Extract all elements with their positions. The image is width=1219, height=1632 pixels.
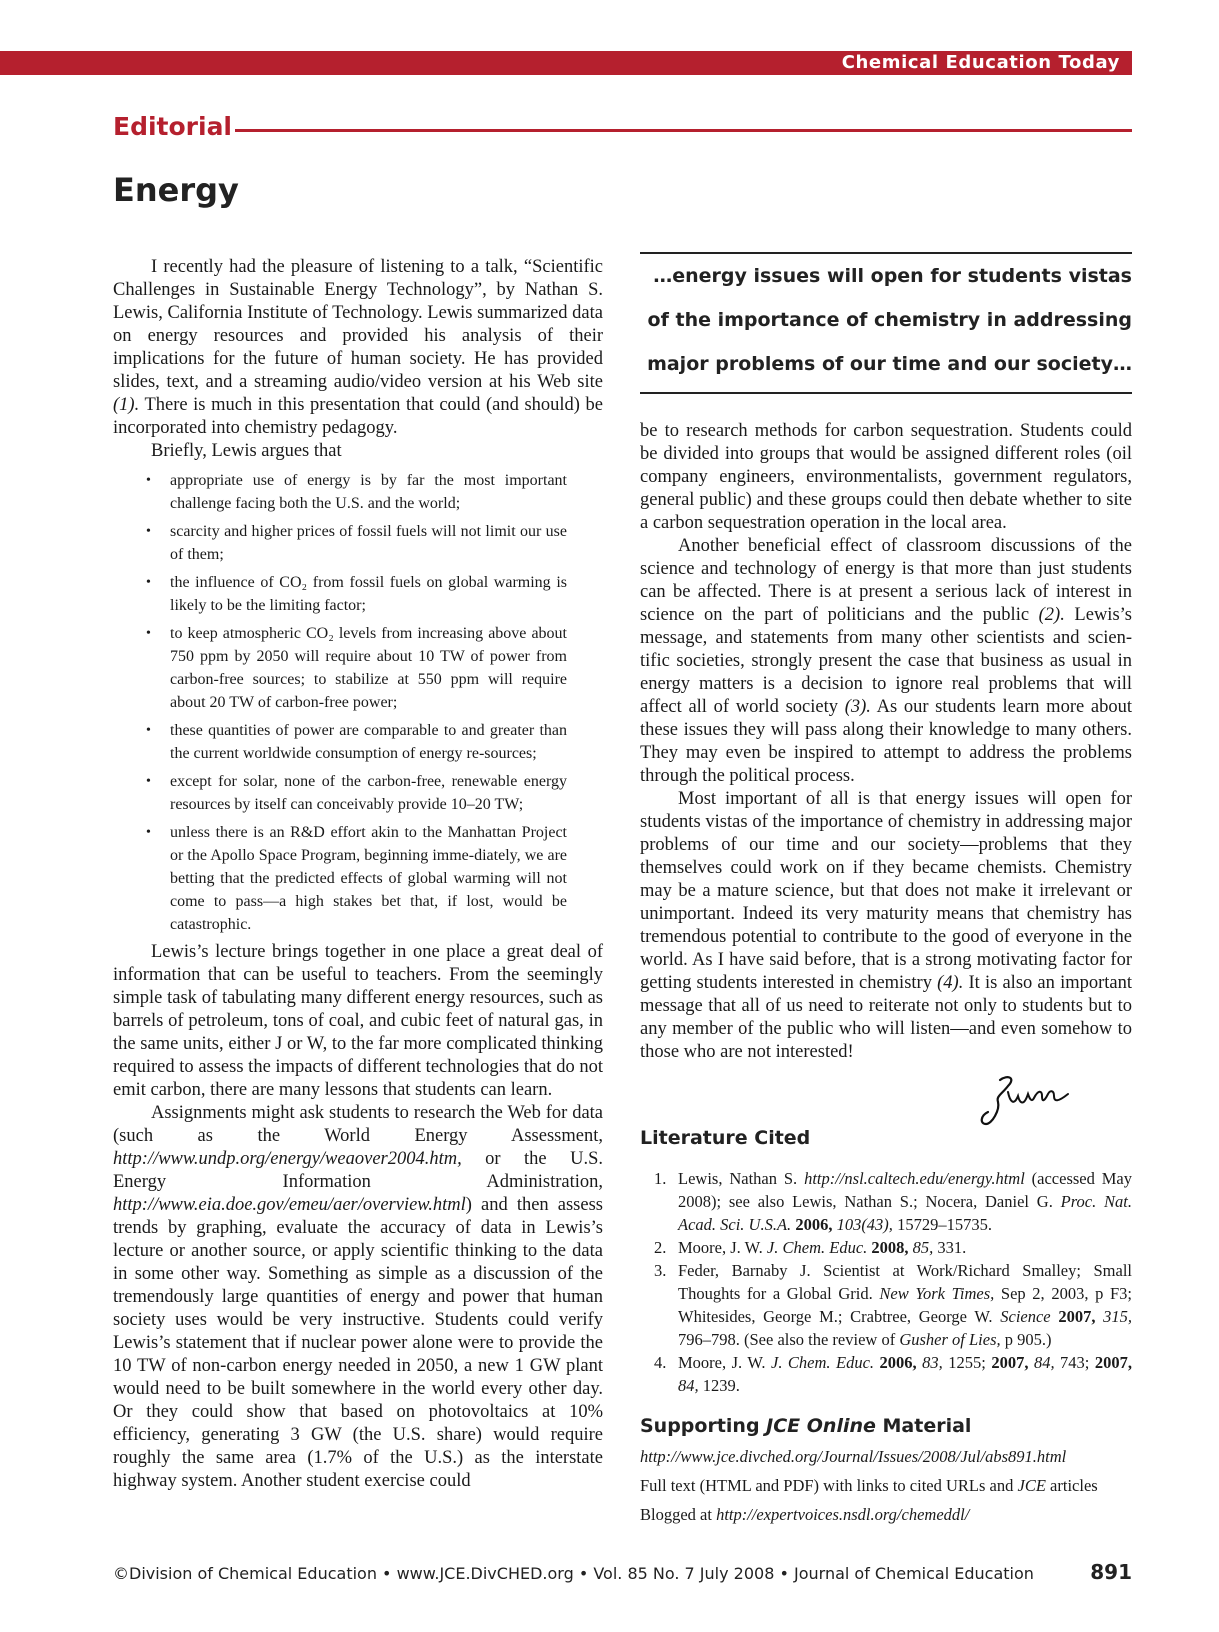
list-item: • appropriate use of energy is by far the most important challenge facing both the U.S. and the world; [113, 469, 603, 515]
list-item: • unless there is an R&D effort akin to the Manhattan Project or the Apollo Space Program, beginning imme-diately, we are betting that the predicted effects of global warming will not come to pass—a high stakes bet that, if lost, would be catastrophic. [113, 821, 603, 936]
paragraph: Briefly, Lewis argues that [151, 441, 342, 461]
link[interactable]: http://www.undp.org/energy/weaover2004.htm, [113, 1149, 462, 1169]
link[interactable]: http://www.eia.doe.gov/emeu/aer/overview.html [113, 1195, 466, 1215]
paragraph: be to research methods for carbon sequestration. Students could be divided into groups that would be assigned different roles (oil company engineers, environmentalists, government regulators, general public) and these groups could then debate whether to site a carbon sequestration operation in the local area. [640, 421, 1132, 533]
reference-item: 2. Moore, J. W. J. Chem. Educ. 2008, 85, 331. [654, 1238, 967, 1257]
bullet-icon: • [146, 825, 151, 840]
pull-quote-line: of the importance of chemistry in addressing [647, 309, 1132, 331]
pull-quote-line: major problems of our time and our society… [647, 353, 1132, 375]
bullet-icon: • [146, 723, 151, 738]
supporting-url[interactable]: http://www.jce.divched.org/Journal/Issues/2008/Jul/abs891.html [640, 1447, 1067, 1466]
reference-item: 3. Feder, Barnaby J. Scientist at Work/Richard Smalley; Small Thoughts for a Global Grid. New York Times, Sep 2, 2003, p F3; Whitesides, George M.; Crabtree, George W. Science 2007, 315, 796–798. (See also the review of Gusher of Lies, p 905.) [654, 1261, 1133, 1349]
left-column [113, 256, 603, 1493]
list-item: • to keep atmospheric CO₂ levels from increasing above about 750 ppm by 2050 will require about 10 TW of power from carbon-free sources; to stabilize at 550 ppm will require about 20 TW of carbon-free power; [113, 622, 603, 714]
link[interactable]: http://nsl.caltech.edu/energy.html [804, 1169, 1025, 1188]
list-item: • the influence of CO₂ from fossil fuels on global warming is likely to be the limiting factor; [113, 571, 603, 617]
right-column [640, 420, 1132, 1064]
references-heading: Literature Cited [640, 1127, 811, 1149]
paragraph: Assignments might ask students to research the Web for data (such as the World Energy Assessment, http://www.undp.org/energy/weaover2004.htm, or the U.S. Energy Information Administration, http://www.eia.doe.gov/emeu/aer/overview.html) and then assess trends by graphing, evaluate the accuracy of data in Lewis’s lecture or another source, or apply scientific thinking to the data in some other way. Something as simple as a discussion of the tremendously large quantities of energy and power that human society uses would be very instructive. Students could verify Lewis’s statement that if nuclear power alone were to provide the 10 TW of non-carbon energy needed in 2050, a new 1 GW plant would need to be built somewhere in the world every other day. Or they could show that based on photovoltaics at 10% efficiency, generating 3 GW (the U.S. share) would require roughly the same area (1.7% of the U.S.) as the interstate highway system. Another student exercise could [113, 1103, 603, 1491]
list-item: • scarcity and higher prices of fossil fuels will not limit our use of them; [113, 520, 603, 566]
bullet-icon: • [146, 473, 151, 488]
reference-item: 4. Moore, J. W. J. Chem. Educ. 2006, 83, 1255; 2007, 84, 743; 2007, 84, 1239. [654, 1353, 1133, 1395]
supporting-blog: Blogged at http://expertvoices.nsdl.org/chemeddl/ [640, 1505, 970, 1524]
paragraph: Lewis’s lecture brings together in one place a great deal of information that can be useful to teachers. From the seemingly simple task of tabulating many different energy resources, such as barrels of petroleum, tons of coal, and cubic feet of natural gas, in the same units, either J or W, to the far more complicated thinking required to assess the impacts of different technologies that do not emit carbon, there are many lessons that students can learn. [113, 942, 603, 1100]
journal-section-title: Chemical Education Today [841, 52, 1120, 73]
bullet-icon: • [146, 774, 151, 789]
pull-quote [640, 252, 1132, 394]
paragraph: Most important of all is that energy issues will open for students vistas of the importance of chemistry in addressing major problems of our time and our society—problems that they themselves could work on if they became chemists. Chemistry may be a mature science, but that does not make it irrelevant or unimportant. Indeed its very maturity means that chemistry has tremendous potential to contribute to the good of everyone in the world. As I have said before, that is a strong motivating factor for getting students interested in chemistry (4). It is also an important message that all of us need to reiterate not only to students but to any member of the public who will listen—and even somehow to those who are not interested! [640, 789, 1132, 1062]
bullet-icon: • [146, 626, 151, 641]
reference-item: 1. Lewis, Nathan S. http://nsl.caltech.edu/energy.html (accessed May 2008); see also Lewis, Nathan S.; Nocera, Daniel G. Proc. Nat. Acad. Sci. U.S.A. 2006, 103(43), 15729–15735. [654, 1169, 1132, 1234]
footer-text: ©Division of Chemical Education • www.JCE.DivCHED.org • Vol. 85 No. 7 July 2008 • Journal of Chemical Education [113, 1564, 1034, 1583]
section-rule [235, 129, 1132, 132]
list-item: • these quantities of power are comparable to and greater than the current worldwide consumption of energy re-sources; [113, 719, 603, 765]
footer [113, 1560, 1132, 1584]
paragraph: Another beneficial effect of classroom discussions of the science and technology of energy is that more than just students can be affected. There is at present a serious lack of interest in science on the part of politicians and the public (2). Lewis’s message, and statements from many other scientists and scien-tific societies, strongly present the case that business as usual in energy matters is a decision to ignore real problems that will affect all of world society (3). As our students learn more about these issues they will pass along their knowledge to many others. They may even be inspired to attempt to address the problems through the political process. [640, 536, 1132, 786]
supporting-fulltext: Full text (HTML and PDF) with links to cited URLs and JCE articles [640, 1476, 1098, 1495]
page-title: Energy [113, 171, 239, 209]
supporting-heading: Supporting JCE Online Material [640, 1415, 972, 1437]
header-bar [0, 51, 1132, 75]
section-label: Editorial [113, 112, 233, 141]
page-number: 891 [1090, 1560, 1132, 1584]
link[interactable]: http://expertvoices.nsdl.org/chemeddl/ [716, 1505, 970, 1524]
bullet-icon: • [146, 524, 151, 539]
argument-list [113, 469, 603, 936]
list-item: • except for solar, none of the carbon-free, renewable energy resources by itself can conceivably provide 10–20 TW; [113, 770, 603, 816]
signature-image [978, 1072, 1078, 1134]
reference-list [640, 1167, 1132, 1397]
paragraph: I recently had the pleasure of listening to a talk, “Scientific Challenges in Sustainable Energy Technology”, by Nathan S. Lewis, California Institute of Technology. Lewis summarized data on energy resources and provided his analysis of their implications for the future of human society. He has provided slides, text, and a streaming audio/video version at his Web site (1). There is much in this presentation that could (and should) be incorporated into chemistry pedagogy. [113, 257, 603, 438]
bullet-icon: • [146, 575, 151, 590]
pull-quote-line: …energy issues will open for students vistas [653, 265, 1132, 287]
